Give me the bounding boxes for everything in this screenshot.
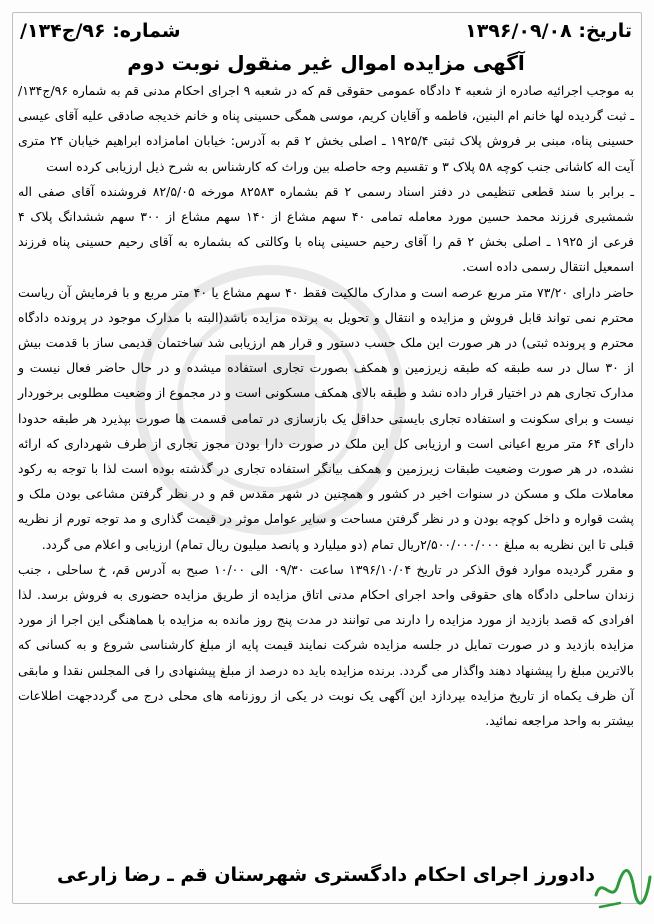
notice-body [16,78,636,733]
officer-signature: دادورز اجرای احکام دادگستری شهرستان قم ـ رضا زارعی [57,864,595,886]
notice-date: تاریخ: ۱۳۹۶/۰۹/۰۸ [465,20,632,42]
paragraph-auction-terms: و مقرر گردیده موارد فوق الذکر در تاریخ ۱۳۹۶/۱۰/۰۴ ساعت ۰۹/۳۰ الی ۱۰/۰۰ صبح به آدرس قم، خ ساحلی ، جنب زندان ساحلی دادگاه های حقوقی واحد اجرای احکام مدنی اتاق مزایده از طریق مزایده حضوری به فروش برسد. لذا افرادی که قصد بازدید از مورد مزایده را دارند می توانند در مدت پنج روز مانده به مزایده با هماهنگی این اجرا از مورد مزایده بازدید و در صورت تمایل در جلسه مزایده شرکت نمایند قیمت پایه از مبلغ کارشناسی شروع و به کسانی که بالاترین مبلغ را پیشنهاد دهند واگذار می گردد. برنده مزایده باید ده درصد از مبلغ پیشنهادی را فی المجلس نقدا و مابقی آن ظرف یکماه از تاریخ مزایده بپردازد این آگهی یک نوبت در یکی از روزنامه های محلی درج می گرددجهت اطلاعات بیشتر به واحد مراجعه نمائید. [18,561,635,729]
notice-title: آگهی مزایده اموال غیر منقول نوبت دوم [127,51,525,75]
paragraph-intro: به موجب اجرائیه صادره از شعبه ۴ دادگاه عمومی حقوقی قم که در شعبه ۹ اجرای احکام مدنی قم به شماره ۹۶/ج۱۳۴/ ـ ثبت گردیده لها خانم ام البنین، فاطمه و آقایان کریم، موسی همگی حسینی پناه و خانم خدیجه صادقی علیه آقای عیسی حسینی پناه، مبنی بر فروش پلاک ثبتی ۱۹۲۵/۴ ـ اصلی بخش ۲ قم به آدرس: خیابان امامزاده ابراهیم خیابان ۲۴ متری آیت اله کاشانی جنب کوچه ۵۸ پلاک ۳ و تقسیم وجه حاصله بین وراث که کارشناس به شرح ذیل ارزیابی کرده است [18,83,635,174]
notice-number: شماره: ۹۶/ج۱۳۴/ [20,20,181,42]
notice-header [16,14,636,48]
paragraph-appraisal: حاضر دارای ۷۳/۲۰ متر مربع عرصه است و مدارک مالکیت فقط ۴۰ سهم مشاع یا ۴۰ متر مربع و با فرمایش آن ریاست محترم نمی تواند قابل فروش و مزایده و انتقال و تحویل به برنده مزایده باشد(البته با مدارک موجود در پرونده دادگاه محترم و پرونده ثبتی) در هر صورت این ملک حسب دستور و قرار هم ارزیابی شد ساختمان قدیمی ساز با قدمت بیش از ۳۰ سال در سه طبقه که طبقه زیرزمین و همکف بصورت تجاری استفاده میشده و در حال حاضر فعال نیست و مدارک تجاری هم در اختیار قرار داده نشد و طبقه بالای همکف مسکونی است و در مجموع از وضعیت مطلوبی برخوردار نیست و برای سکونت و استفاده تجاری بایستی حداقل یک بازسازی در تمامی قسمت ها صورت بپذیرد هر طبقه حدودا دارای ۶۴ متر مربع اعیانی است و ارزیابی کل این ملک در صورت دارا بودن مجوز تجاری از طرف شهرداری که ارائه نشده، در هر صورت وضعیت طبقات زیرزمین و همکف بیانگر استفاده تجاری در گذشته بوده است لذا با توجه به رکود معاملات ملک و مسکن در سنوات اخیر در کشور و همچنین در شهر مقدس قم و در نظر گرفتن مشاعی بودن ملک و پشت قواره و داخل کوچه بودن و در نظر گرفتن مساحت و سایر عوامل موثر در قیمت گذاری و مد توجه تورم از نظریه قبلی تا این نظریه به مبلغ ۲/۵۰۰/۰۰۰/۰۰۰ریال تمام (دو میلیارد و پانصد میلیون ریال تمام) ارزیابی و اعلام می گردد. [18,284,635,552]
paragraph-deed: ـ برابر با سند قطعی تنظیمی در دفتر اسناد رسمی ۲ قم بشماره ۸۲۵۸۳ مورخه ۸۲/۵/۰۵ فروشنده آقای صفی اله شمشیری فرزند محمد حسین مورد معامله تمامی ۴۰ سهم مشاع از ۱۴۰ سهم مشاع از ۳۰۰ سهم ششدانگ پلاک ۴ فرعی از ۱۹۲۵ ـ اصلی بخش ۲ قم را آقای رحیم حسینی پناه با وکالتی که بشماره به آقای رحیم حسینی پناه فرزند اسمعیل انتقال رسمی داده است. [18,183,635,275]
auction-notice [16,14,636,733]
